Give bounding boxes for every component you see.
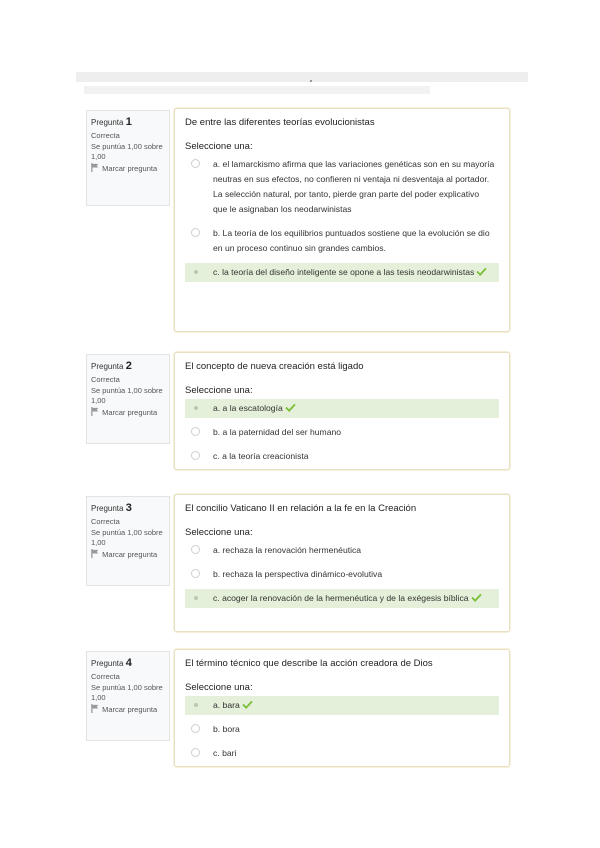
flag-question-button[interactable]: [91, 163, 165, 174]
answer-option[interactable]: [185, 720, 499, 739]
question-content: [174, 108, 510, 332]
option-text: a. a la escatología: [213, 403, 283, 413]
flag-icon: [91, 407, 100, 416]
question-label: Pregunta: [91, 362, 124, 371]
radio-button[interactable]: [191, 593, 200, 602]
question-label: Pregunta: [91, 504, 124, 513]
option-text: b. a la paternidad del ser humano: [213, 427, 342, 437]
radio-button[interactable]: [191, 700, 200, 709]
radio-button[interactable]: [191, 724, 200, 733]
header-subbar: [84, 86, 430, 94]
header-bar: [76, 72, 528, 82]
option-text: c. bari: [213, 748, 237, 758]
check-icon: [471, 593, 482, 602]
radio-button[interactable]: [191, 403, 200, 412]
option-text: a. bara: [213, 700, 240, 710]
answer-option[interactable]: [185, 155, 499, 219]
option-text: c. a la teoría creacionista: [213, 451, 309, 461]
question-content: [174, 649, 510, 767]
option-text: a. rechaza la renovación hermenéutica: [213, 545, 362, 555]
answer-option-correct[interactable]: [185, 263, 499, 282]
question-text: De entre las diferentes teorías evolucionistas: [185, 117, 375, 128]
option-text: c. acoger la renovación de la hermenéutica y de la exégesis bíblica: [213, 593, 469, 603]
question-number: 3: [125, 502, 132, 514]
answer-option-correct[interactable]: [185, 696, 499, 715]
flag-question-button[interactable]: [91, 407, 165, 418]
flag-label: Marcar pregunta: [102, 408, 158, 418]
check-icon: [242, 700, 253, 709]
answer-option[interactable]: [185, 423, 499, 442]
answer-prompt: Seleccione una:: [185, 385, 253, 396]
option-text: b. La teoría de los equilibrios puntuados sostiene que la evolución se dio en un proceso continuo sin grandes cambios.: [213, 228, 490, 253]
question-label: Pregunta: [91, 659, 124, 668]
question-text: El concilio Vaticano II en relación a la fe en la Creación: [185, 503, 417, 514]
question-info: [86, 651, 170, 741]
flag-icon: [91, 163, 100, 172]
flag-question-button[interactable]: [91, 549, 165, 560]
check-icon: [476, 267, 487, 276]
radio-button[interactable]: [191, 545, 200, 554]
flag-label: Marcar pregunta: [102, 705, 158, 715]
option-text: a. el lamarckismo afirma que las variaciones genéticas son en su mayoría neutras en sus efectos, no confieren ni ventaja ni desventaja al portador. La selección natural, por tanto, pierde gran parte del poder explicativo que le asignaban los neodarwinistas: [213, 159, 495, 214]
flag-label: Marcar pregunta: [102, 550, 158, 560]
header-dot: [310, 80, 312, 82]
question-status: Correcta: [91, 671, 120, 681]
radio-button[interactable]: [191, 569, 200, 578]
question-content: [174, 494, 510, 632]
flag-icon: [91, 704, 100, 713]
question-status: Correcta: [91, 374, 120, 384]
check-icon: [285, 403, 296, 412]
answer-option-correct[interactable]: [185, 399, 499, 418]
question-number: 4: [125, 657, 132, 669]
radio-button[interactable]: [191, 427, 200, 436]
question-score: Se puntúa 1,00 sobre 1,00: [91, 385, 163, 406]
radio-button[interactable]: [191, 159, 200, 168]
answer-prompt: Seleccione una:: [185, 141, 253, 152]
flag-icon: [91, 549, 100, 558]
question-number: 1: [125, 116, 132, 128]
option-text: c. la teoría del diseño inteligente se opone a las tesis neodarwinistas: [213, 267, 475, 277]
question-number: 2: [125, 360, 132, 372]
answer-option-correct[interactable]: [185, 589, 499, 608]
answer-option[interactable]: [185, 744, 499, 763]
answer-option[interactable]: [185, 447, 499, 466]
question-text: El término técnico que describe la acción creadora de Dios: [185, 658, 433, 669]
question-score: Se puntúa 1,00 sobre 1,00: [91, 682, 163, 703]
answer-prompt: Seleccione una:: [185, 527, 253, 538]
question-info: [86, 354, 170, 444]
answer-option[interactable]: [185, 565, 499, 584]
answer-prompt: Seleccione una:: [185, 682, 253, 693]
question-info: [86, 110, 170, 206]
answer-option[interactable]: [185, 541, 499, 560]
radio-button[interactable]: [191, 267, 200, 276]
question-score: Se puntúa 1,00 sobre 1,00: [91, 527, 163, 548]
option-text: b. bora: [213, 724, 240, 734]
radio-button[interactable]: [191, 451, 200, 460]
question-text: El concepto de nueva creación está ligado: [185, 361, 364, 372]
question-info: [86, 496, 170, 586]
question-content: [174, 352, 510, 470]
question-status: Correcta: [91, 516, 120, 526]
question-label: Pregunta: [91, 118, 124, 127]
radio-button[interactable]: [191, 228, 200, 237]
option-text: b. rechaza la perspectiva dinámico-evolutiva: [213, 569, 383, 579]
flag-label: Marcar pregunta: [102, 164, 158, 174]
flag-question-button[interactable]: [91, 704, 165, 715]
radio-button[interactable]: [191, 748, 200, 757]
answer-option[interactable]: [185, 224, 499, 258]
question-score: Se puntúa 1,00 sobre 1,00: [91, 141, 163, 162]
question-status: Correcta: [91, 130, 120, 140]
